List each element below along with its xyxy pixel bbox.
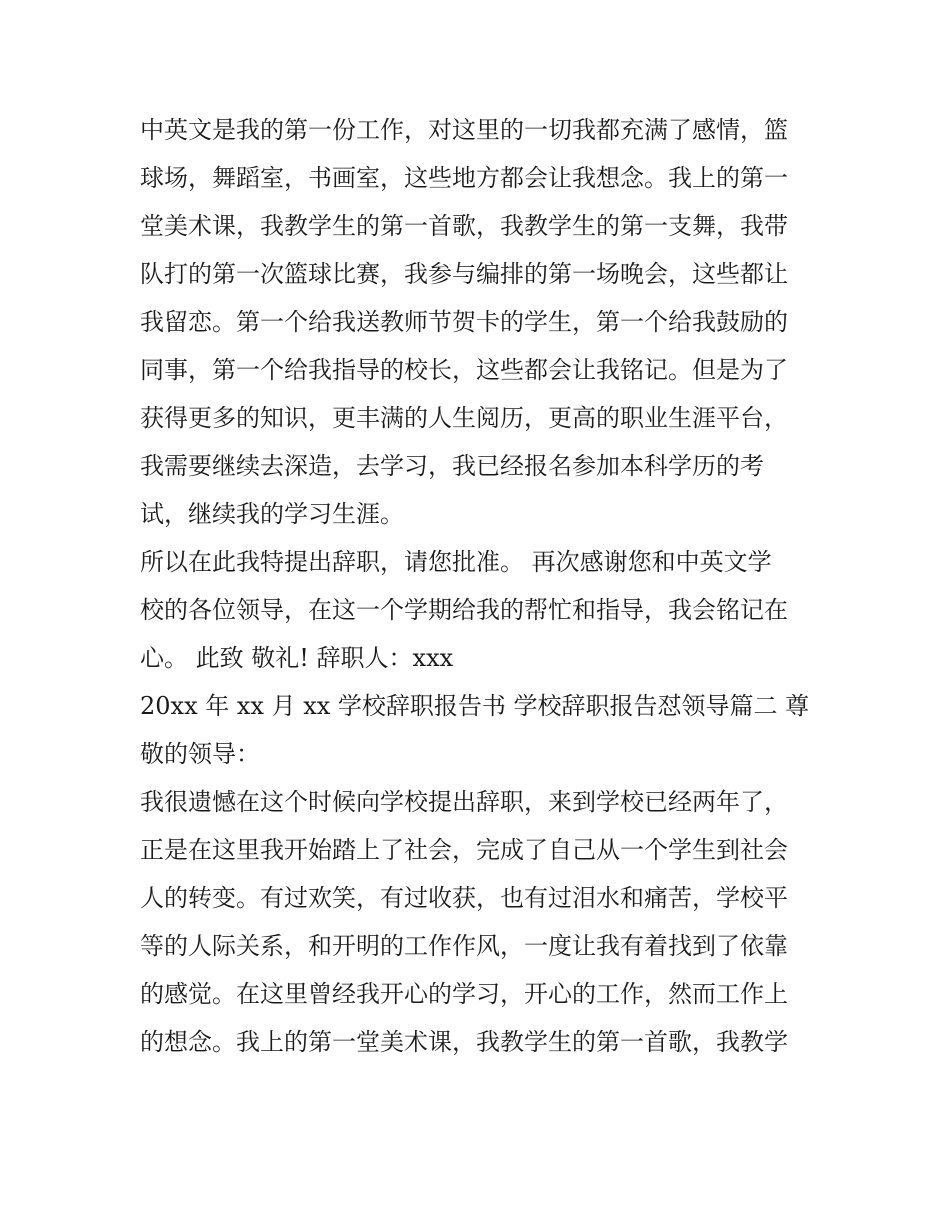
text-line: 等的人际关系，和开明的工作作风，一度让我有着找到了依靠	[140, 932, 788, 960]
text-line: 获得更多的知识，更丰满的人生阅历，更高的职业生涯平台，	[140, 404, 788, 432]
text-line: 正是在这里我开始踏上了社会，完成了自己从一个学生到社会	[140, 836, 788, 864]
text-line: 球场，舞蹈室，书画室，这些地方都会让我想念。我上的第一	[140, 164, 788, 192]
text-line: 我留恋。第一个给我送教师节贺卡的学生，第一个给我鼓励的	[140, 308, 788, 336]
text-line: 20xx 年 xx 月 xx 学校辞职报告书 学校辞职报告怼领导篇二 尊	[140, 692, 810, 720]
text-line: 我很遗憾在这个时候向学校提出辞职，来到学校已经两年了，	[140, 788, 788, 816]
text-line: 的想念。我上的第一堂美术课，我教学生的第一首歌，我教学	[140, 1028, 788, 1056]
text-line: 我需要继续去深造，去学习，我已经报名参加本科学历的考	[140, 452, 764, 480]
text-line: 所以在此我特提出辞职，请您批准。 再次感谢您和中英文学	[140, 548, 772, 576]
text-line: 堂美术课，我教学生的第一首歌，我教学生的第一支舞，我带	[140, 212, 788, 240]
text-line: 队打的第一次篮球比赛，我参与编排的第一场晚会，这些都让	[140, 260, 788, 288]
text-line: 心。 此致 敬礼! 辞职人：xxx	[140, 644, 454, 672]
text-line: 同事，第一个给我指导的校长，这些都会让我铭记。但是为了	[140, 356, 788, 384]
text-line: 敬的领导：	[140, 740, 260, 768]
text-line: 中英文是我的第一份工作，对这里的一切我都充满了感情，篮	[140, 116, 788, 144]
text-line: 校的各位领导，在这一个学期给我的帮忙和指导，我会铭记在	[140, 596, 788, 624]
text-line: 的感觉。在这里曾经我开心的学习，开心的工作，然而工作上	[140, 980, 788, 1008]
document-body	[140, 106, 820, 1066]
text-line: 试，继续我的学习生涯。	[140, 500, 404, 528]
text-line: 人的转变。有过欢笑，有过收获，也有过泪水和痛苦，学校平	[140, 884, 788, 912]
